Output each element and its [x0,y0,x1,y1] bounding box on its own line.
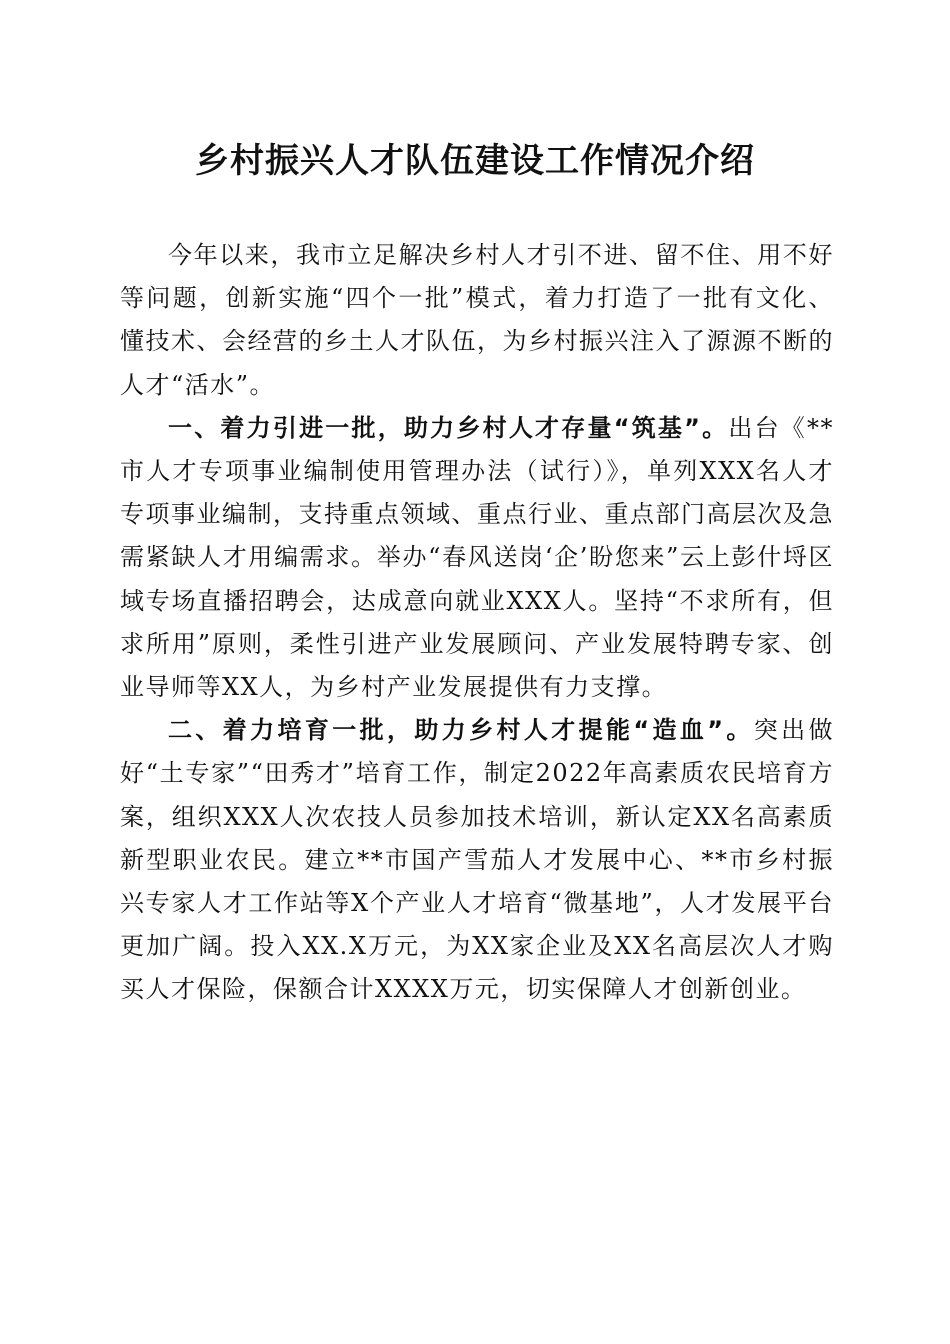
section-1-body: 出台《**市人才专项事业编制使用管理办法（试行）》，单列XXX名人才专项事业编制，支持重点领域、重点行业、重点部门高层次及急需紧缺人才用编需求。举办“春风送岗‘企’盼您来”云上彭什埒区域专场直播招聘会，达成意向就业XXX人。坚持“不求所有，但求所用”原则，柔性引进产业发展顾问、产业发展特聘专家、创业导师等XX人，为乡村产业发展提供有力支撑。 [120,413,835,702]
section-2-paragraph [120,709,834,1011]
document-body [120,234,834,1012]
section-2-heading: 二、着力培育一批，助力乡村人才提能“造血”。 [168,716,754,745]
section-2-body: 突出做好“土专家”“田秀才”培育工作，制定2022年高素质农民培育方案，组织XXX人次农技人员参加技术培训，新认定XX名高素质新型职业农民。建立**市国产雪茄人才发展中心、**市乡村振兴专家人才工作站等X个产业人才培育“微基地”，人才发展平台更加广阔。投入XX.X万元，为XX家企业及XX名高层次人才购买人才保险，保额合计XXXX万元，切实保障人才创新创业。 [120,716,835,1004]
section-1-heading: 一、着力引进一批，助力乡村人才存量“筑基”。 [168,413,729,442]
intro-paragraph: 今年以来，我市立足解决乡村人才引不进、留不住、用不好等问题，创新实施“四个一批”模式，着力打造了一批有文化、懂技术、会经营的乡土人才队伍，为乡村振兴注入了源源不断的人才“活水”。 [120,241,834,399]
document-title: 乡村振兴人才队伍建设工作情况介绍 [195,141,755,181]
section-1-paragraph [120,407,834,709]
